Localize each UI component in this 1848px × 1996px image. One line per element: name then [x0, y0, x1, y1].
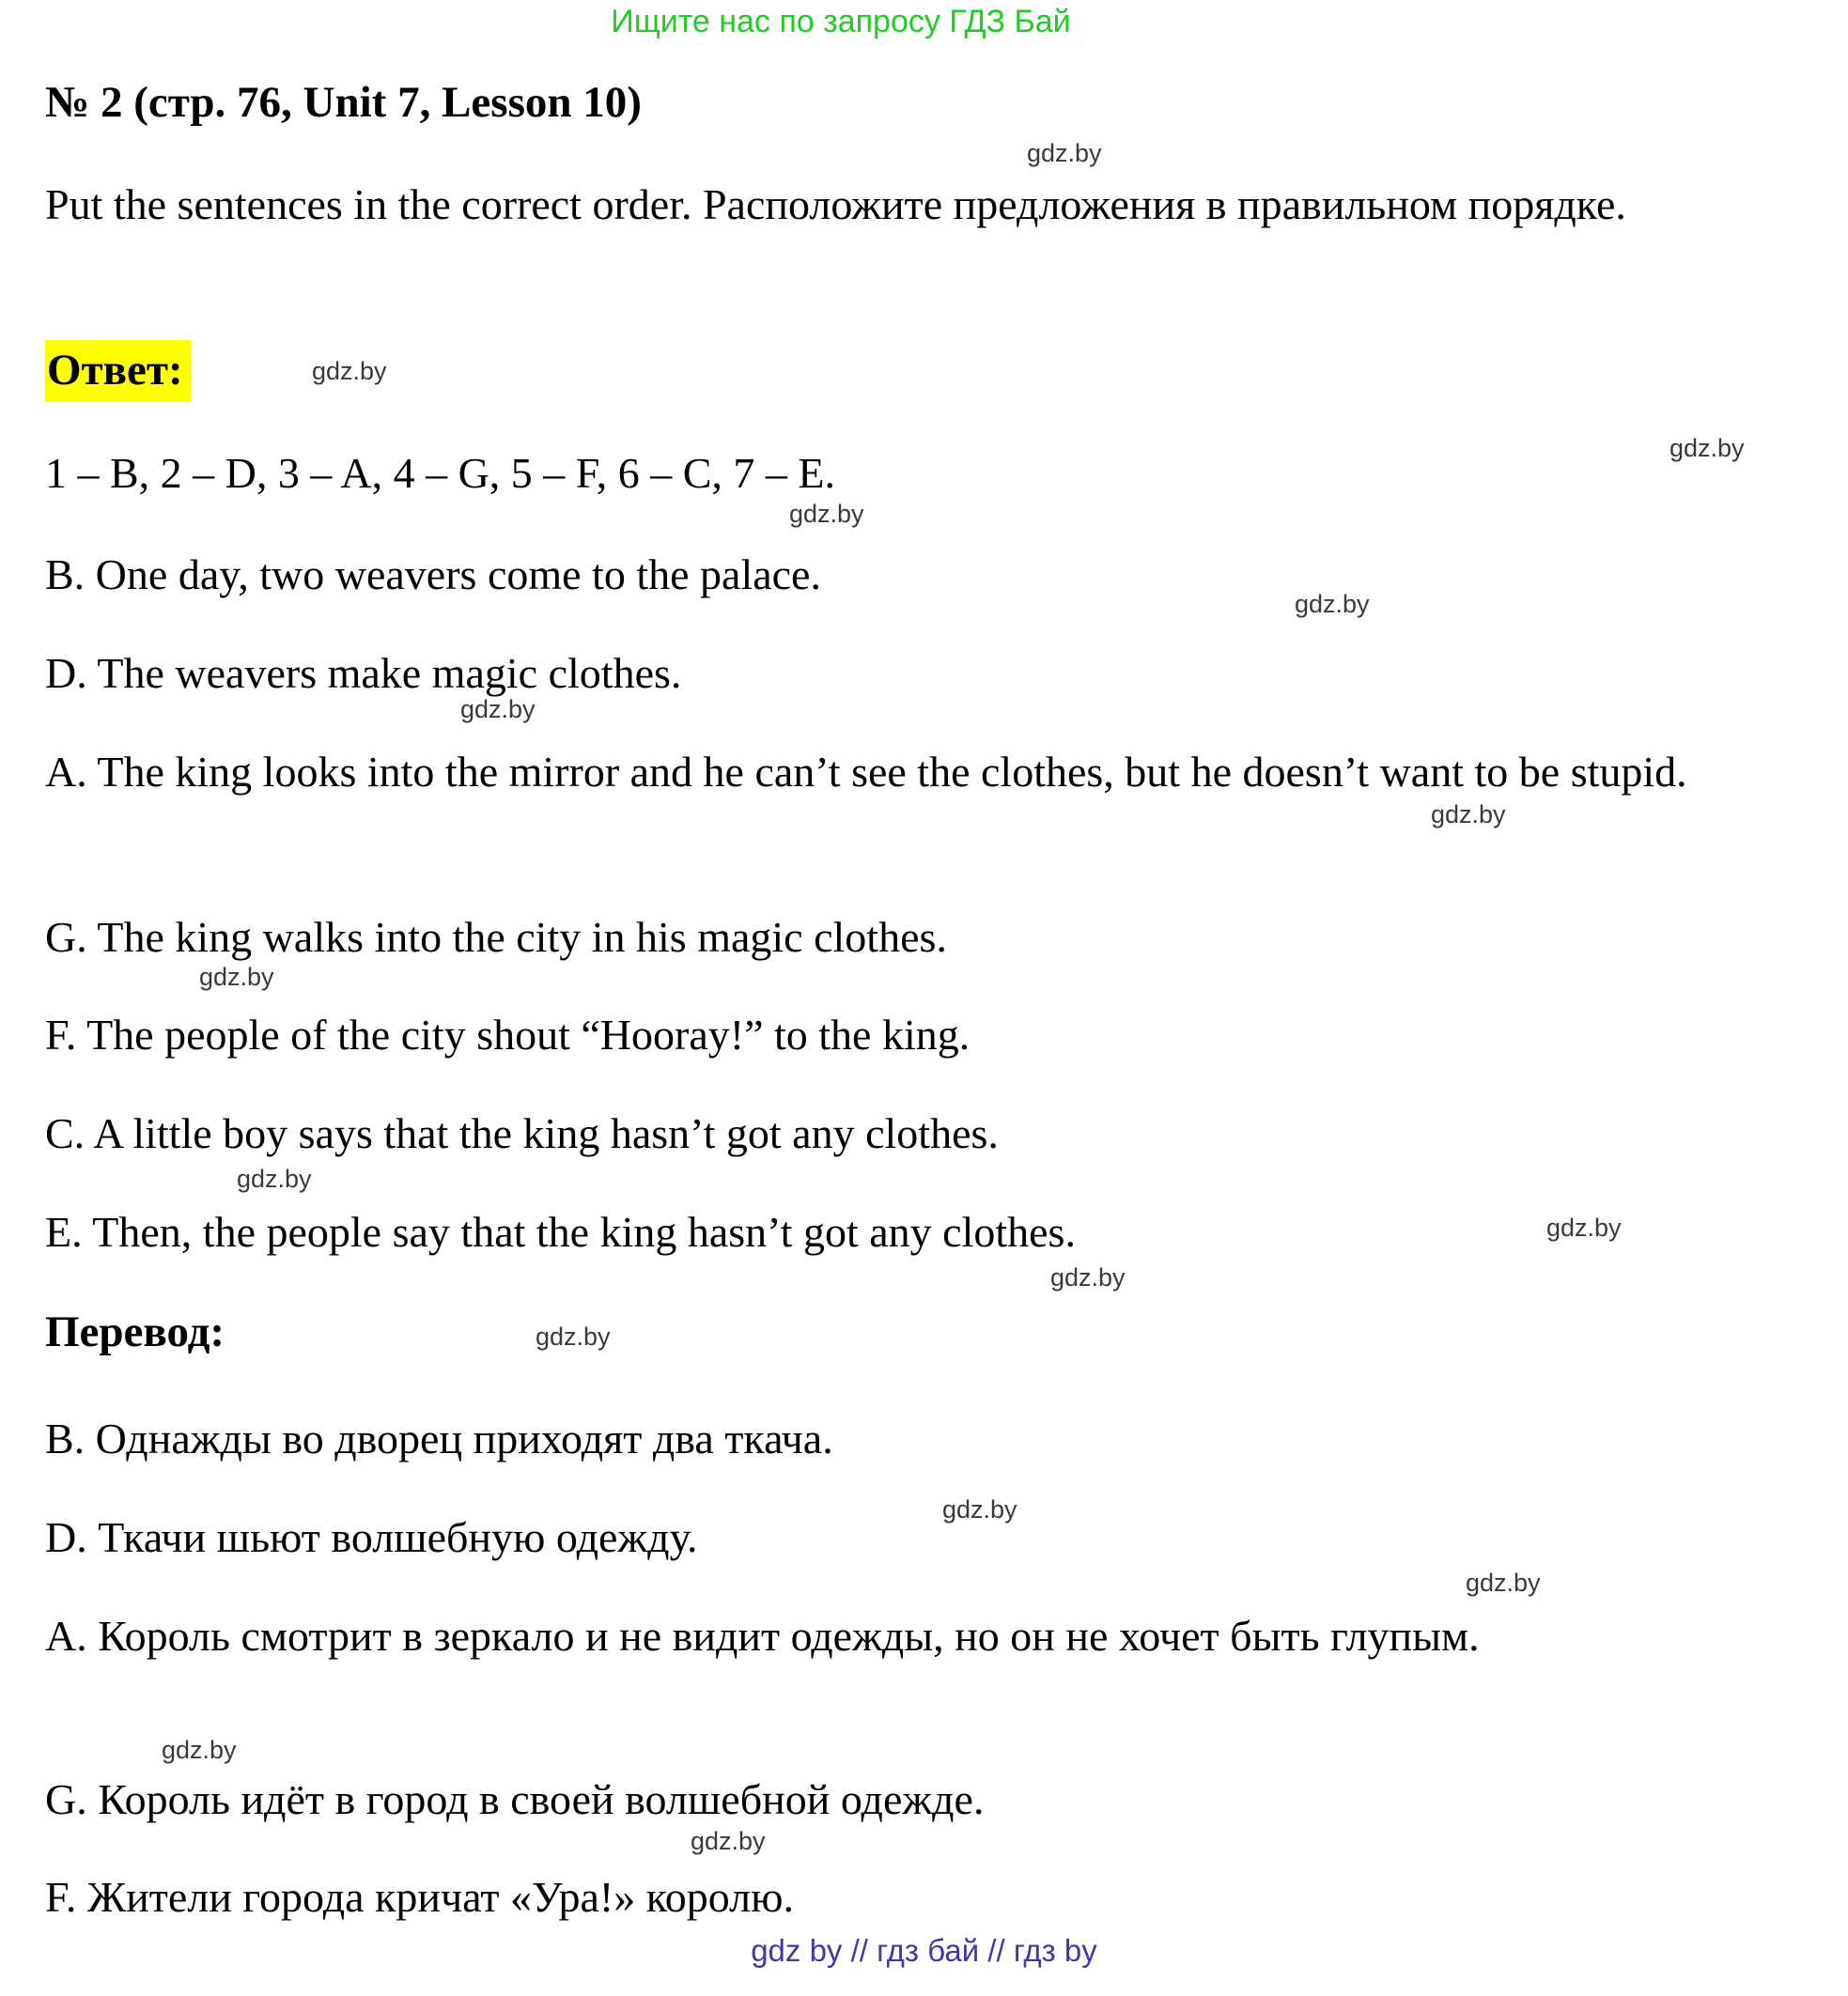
watermark-gdzby: gdz.by	[942, 1495, 1017, 1524]
sentence-en-e: E. Then, the people say that the king hasn’t got any clothes.	[45, 1208, 1076, 1256]
watermark-gdzby: gdz.by	[237, 1165, 312, 1193]
watermark-gdzby: gdz.by	[162, 1736, 237, 1764]
answer-label-highlight: Ответ:	[45, 340, 191, 402]
sentence-ru-a: A. Король смотрит в зеркало и не видит одежды, но он не хочет быть глупым.	[45, 1612, 1480, 1660]
watermark-gdzby: gdz.by	[1027, 139, 1102, 167]
sentence-en-a: A. The king looks into the mirror and he can’t see the clothes, but he doesn’t want to be stupid.	[45, 748, 1687, 796]
sentence-en-d: D. The weavers make magic clothes.	[45, 649, 682, 697]
sentence-en-c: C. A little boy says that the king hasn’t got any clothes.	[45, 1109, 999, 1157]
sentence-en-g: G. The king walks into the city in his magic clothes.	[45, 913, 947, 961]
sentence-ru-b: B. Однажды во дворец приходят два ткача.	[45, 1415, 833, 1462]
watermark-gdzby: gdz.by	[691, 1827, 766, 1855]
task-text: Put the sentences in the correct order. Расположите предложения в правильном порядке.	[45, 180, 1626, 228]
sentence-ru-f: F. Жители города кричат «Ура!» королю.	[45, 1873, 794, 1921]
watermark-gdzby: gdz.by	[1431, 800, 1506, 828]
watermark-gdzby: gdz.by	[536, 1323, 611, 1351]
watermark-gdzby: gdz.by	[312, 357, 387, 385]
exercise-heading: № 2 (стр. 76, Unit 7, Lesson 10)	[45, 78, 642, 127]
sentence-en-b: B. One day, two weavers come to the palace.	[45, 550, 821, 598]
sentence-ru-d: D. Ткачи шьют волшебную одежду.	[45, 1513, 698, 1561]
watermark-gdzby: gdz.by	[1546, 1214, 1622, 1242]
translation-label: Перевод:	[45, 1307, 225, 1356]
watermark-gdzby: gdz.by	[460, 695, 536, 723]
footer-links[interactable]: gdz by // гдз бай // гдз by	[751, 1933, 1097, 1968]
watermark-gdzby: gdz.by	[1050, 1263, 1126, 1292]
watermark-gdzby: gdz.by	[199, 963, 274, 991]
watermark-gdzby: gdz.by	[1669, 434, 1745, 462]
answer-order: 1 – B, 2 – D, 3 – A, 4 – G, 5 – F, 6 – C, 7 – E.	[45, 449, 835, 497]
watermark-gdzby: gdz.by	[789, 500, 864, 528]
sentence-ru-g: G. Король идёт в город в своей волшебной одежде.	[45, 1775, 985, 1823]
answer-label	[45, 340, 191, 402]
top-banner-text: Ищите нас по запросу ГДЗ Бай	[611, 4, 1071, 39]
sentence-en-f: F. The people of the city shout “Hooray!” to the king.	[45, 1011, 971, 1059]
watermark-gdzby: gdz.by	[1466, 1569, 1541, 1597]
watermark-gdzby: gdz.by	[1295, 590, 1370, 618]
